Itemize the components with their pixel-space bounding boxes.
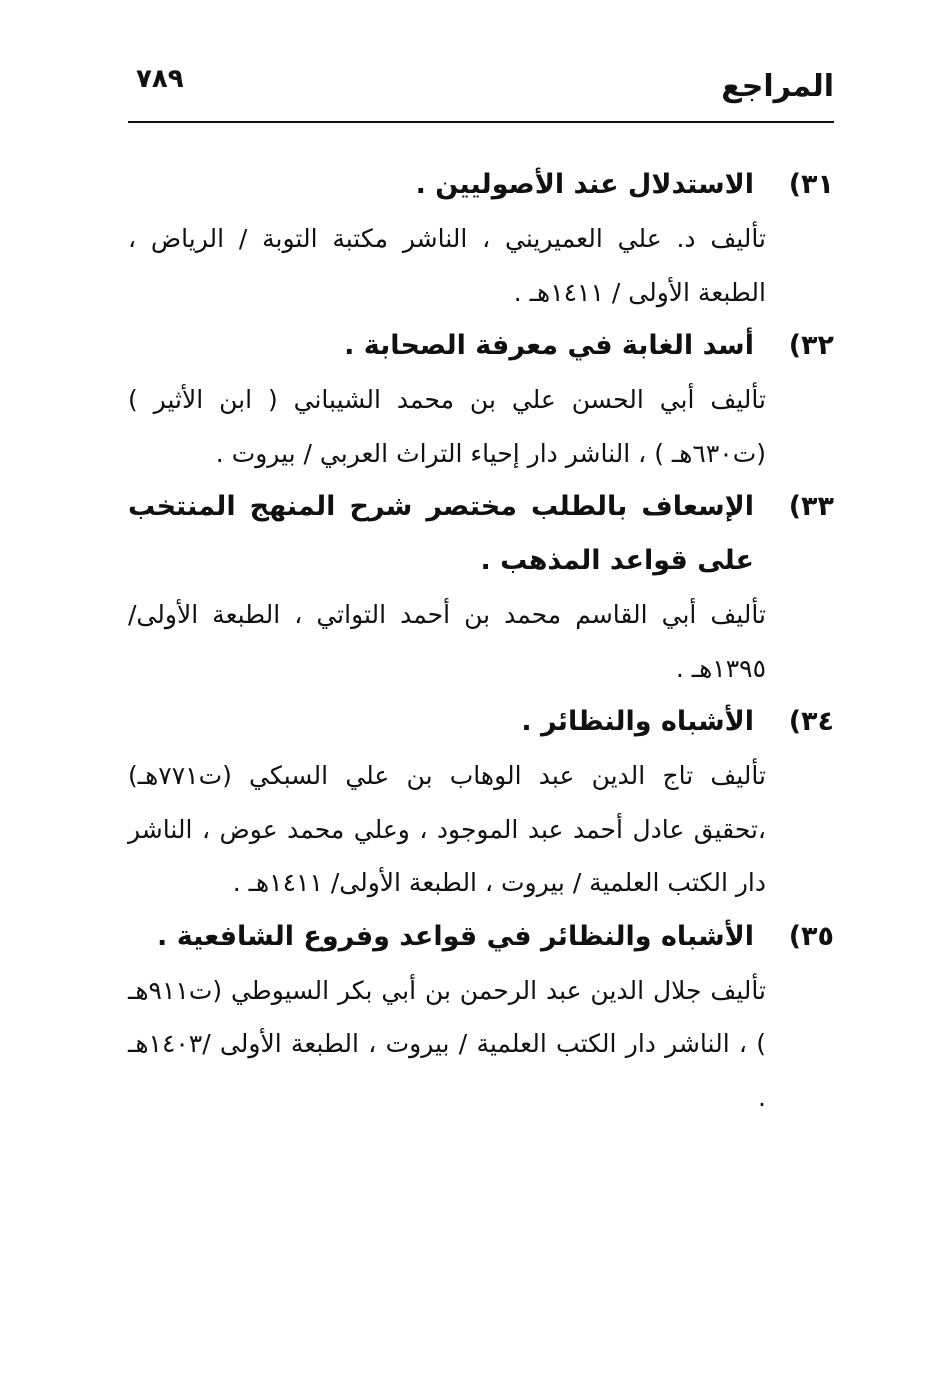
reference-title: الأشباه والنظائر . <box>521 706 754 737</box>
reference-details: تأليف أبي القاسم محمد بن أحمد التواتي ، الطبعة الأولى/ ١٣٩٥هـ . <box>128 600 766 683</box>
reference-number: ٣١) <box>788 169 834 200</box>
reference-heading <box>128 695 834 749</box>
reference-title: الأشباه والنظائر في قواعد وفروع الشافعية . <box>157 920 754 952</box>
reference-details: تأليف جلال الدين عبد الرحمن بن أبي بكر السيوطي (ت٩١١هـ ) ، الناشر دار الكتب العلمية / بيروت ، الطبعة الأولى /١٤٠٣هـ . <box>128 975 766 1112</box>
reference-details: تأليف تاج الدين عبد الوهاب بن علي السبكي (ت٧٧١هـ) ،تحقيق عادل أحمد عبد الموجود ، وعلي محمد عوض ، الناشر دار الكتب العلمية / بيروت ، الطبعة الأولى/ ١٤١١هـ . <box>128 761 766 897</box>
references-list <box>128 158 834 1124</box>
reference-entry <box>128 695 834 910</box>
reference-entry <box>128 480 834 695</box>
header-divider <box>128 121 834 123</box>
reference-number: ٣٢) <box>788 330 834 361</box>
reference-heading <box>128 480 834 588</box>
reference-details: تأليف د. علي العميريني ، الناشر مكتبة التوبة / الرياض ، الطبعة الأولى / ١٤١١هـ . <box>128 224 766 307</box>
reference-title: الاستدلال عند الأصوليين . <box>415 169 754 200</box>
reference-number: ٣٤) <box>788 706 834 737</box>
reference-entry <box>128 910 834 1125</box>
reference-number: ٣٥) <box>788 920 834 952</box>
reference-entry <box>128 319 834 480</box>
reference-title: الإسعاف بالطلب مختصر شرح المنهج المنتخب على قواعد المذهب . <box>128 491 754 576</box>
section-title: المراجع <box>721 69 834 104</box>
reference-heading <box>128 910 834 964</box>
reference-entry <box>128 158 834 319</box>
reference-title: أسد الغابة في معرفة الصحابة . <box>344 330 754 361</box>
running-header <box>128 62 834 116</box>
reference-details: تأليف أبي الحسن علي بن محمد الشيباني ( ابن الأثير ) (ت٦٣٠هـ ) ، الناشر دار إحياء التراث العربي / بيروت . <box>128 385 766 468</box>
page-number: ٧٨٩ <box>136 64 184 94</box>
reference-heading <box>128 158 834 212</box>
reference-number: ٣٣) <box>788 491 834 522</box>
reference-heading <box>128 319 834 373</box>
